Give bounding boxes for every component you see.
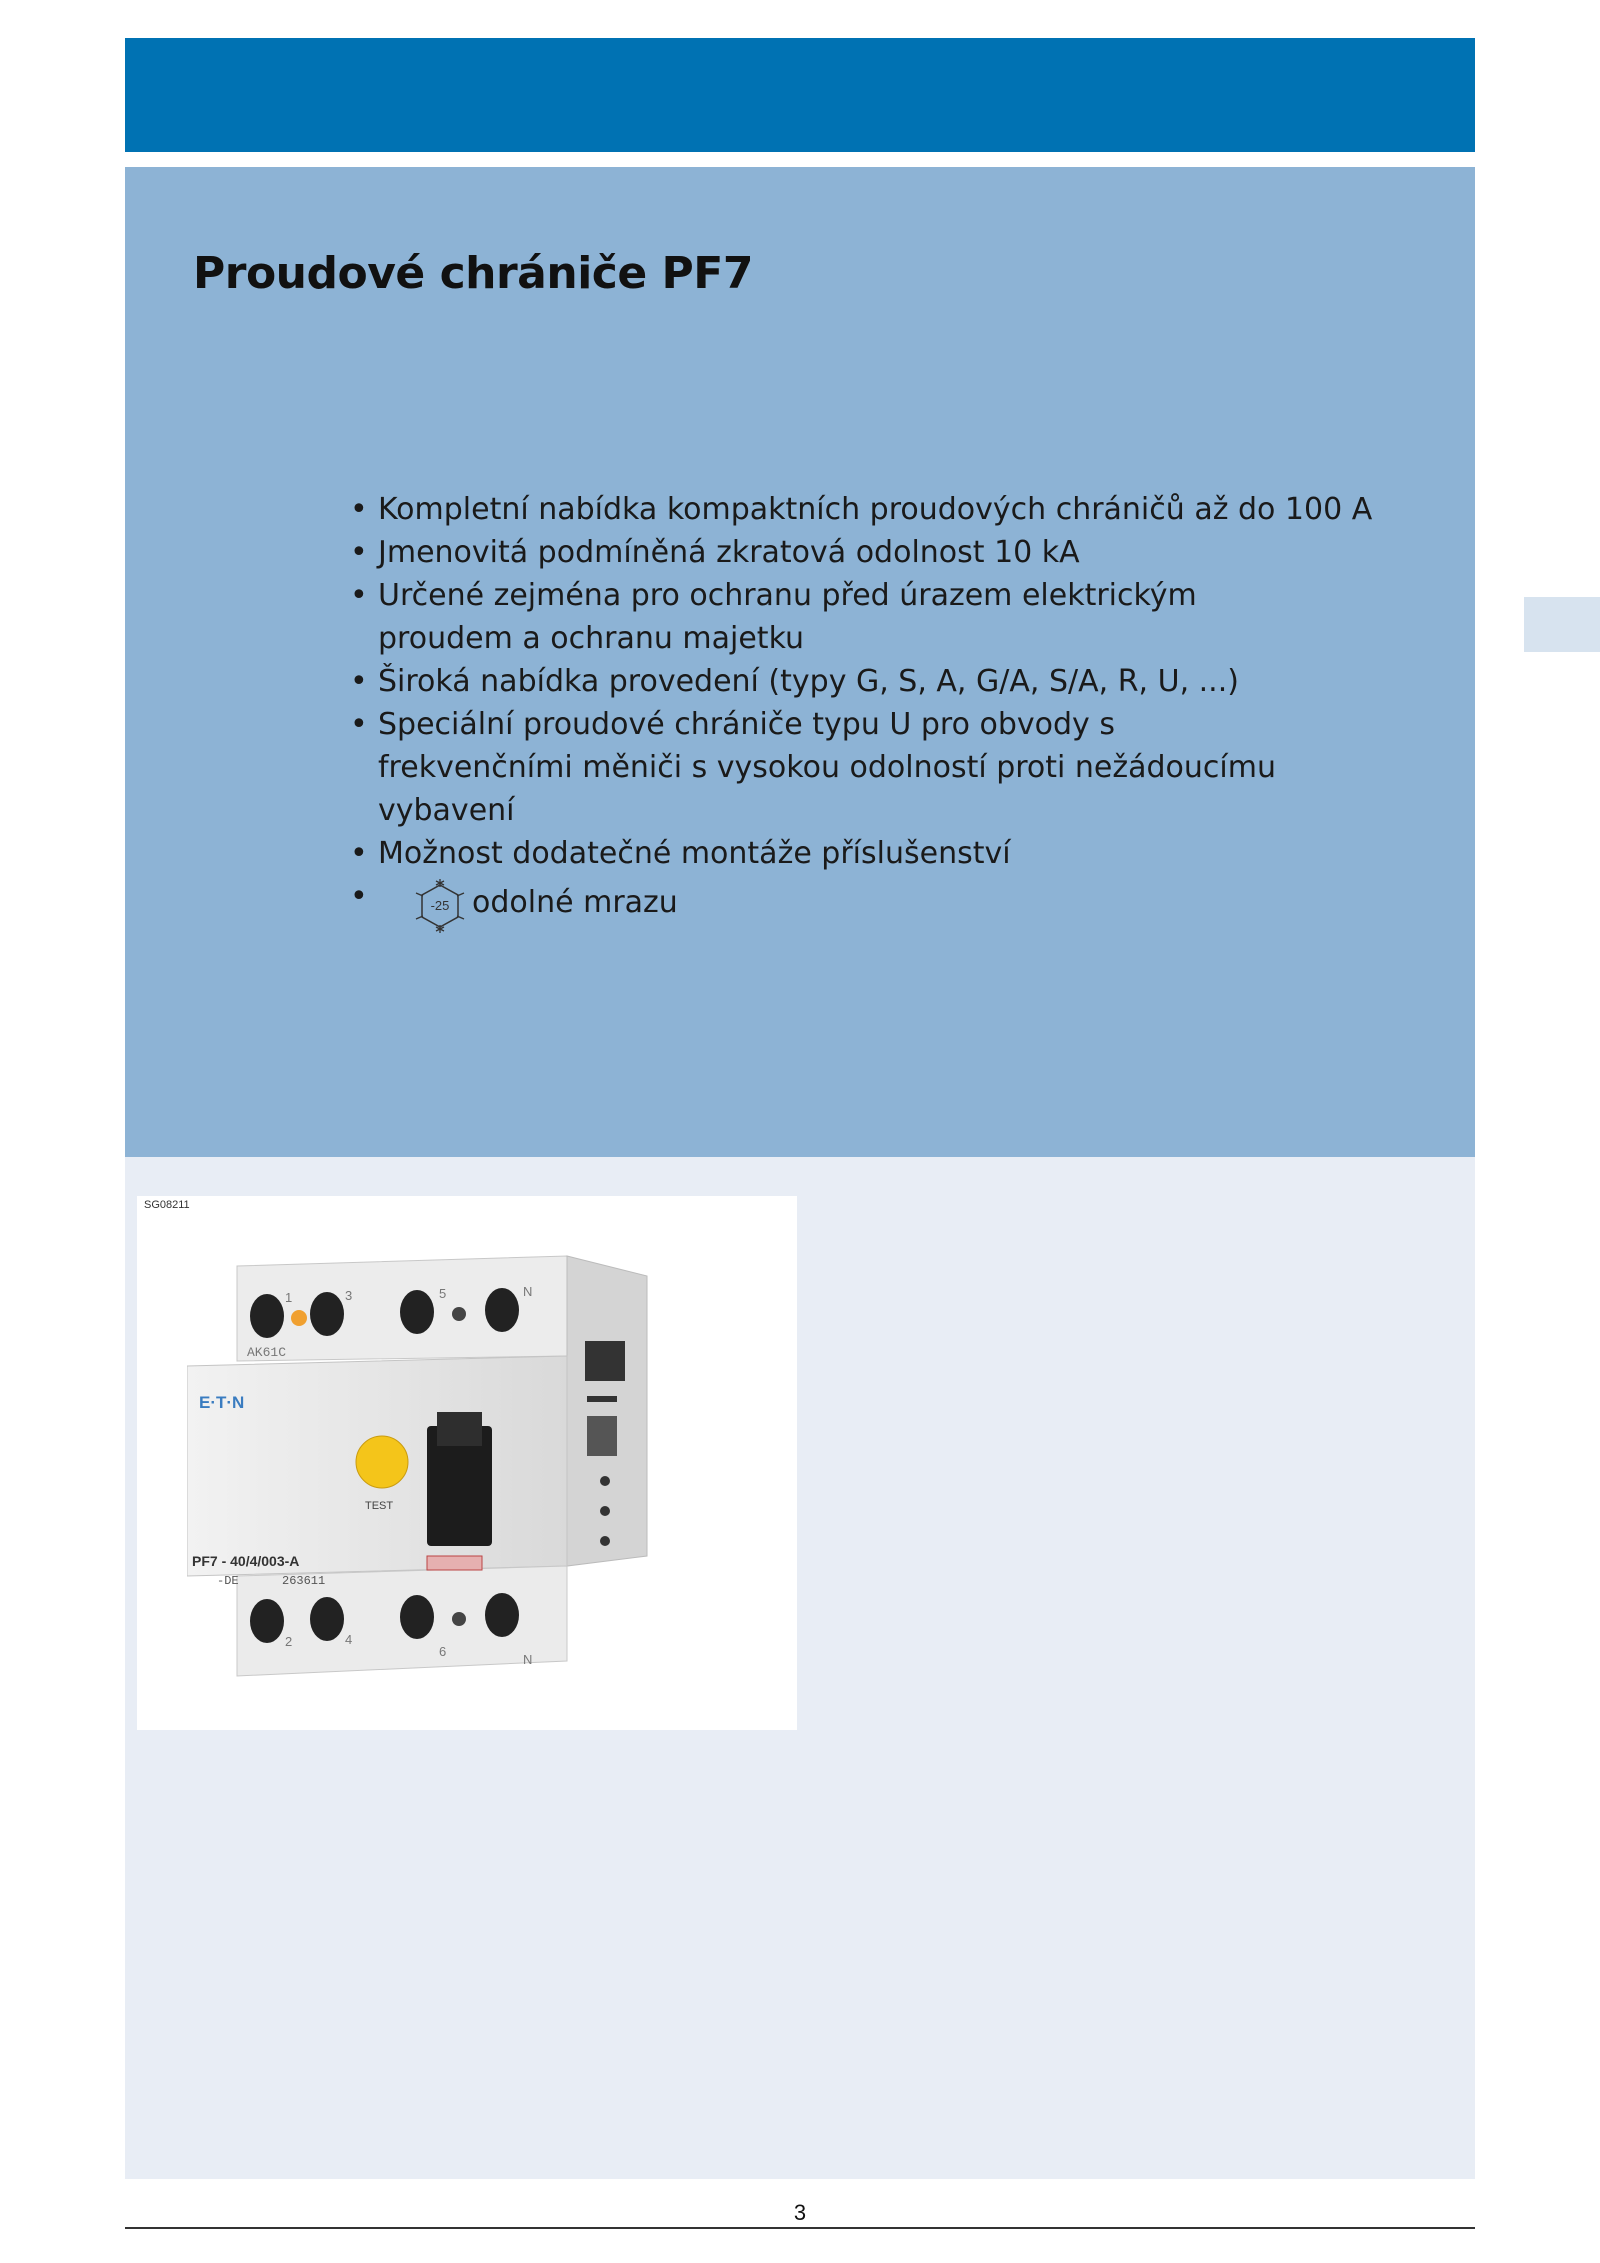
terminal-label: N [523, 1284, 533, 1299]
feature-list [350, 488, 1438, 929]
feature-item-frost [350, 875, 1438, 929]
terminal-label: 5 [439, 1286, 447, 1301]
terminal-label: N [523, 1652, 533, 1667]
top-label: AK61C [247, 1345, 287, 1360]
terminal-label: 2 [285, 1634, 293, 1649]
test-label: TEST [365, 1500, 394, 1512]
footer-rule [125, 2227, 1475, 2229]
feature-item: • Široká nabídka provedení (typy G, S, A, G/A, S/A, R, U, ...) [350, 660, 1438, 703]
section-tab [1524, 597, 1600, 652]
model-label: PF7 - 40/4/003-A [192, 1553, 300, 1569]
feature-item: • Jmenovitá podmíněná zkratová odolnost 10 kA [350, 531, 1438, 574]
product-photo [137, 1196, 797, 1730]
feature-item: • Kompletní nabídka kompaktních proudových chráničů až do 100 A [350, 488, 1438, 531]
feature-item: • Určené zejména pro ochranu před úrazem elektrickým proudem a ochranu majetku [350, 574, 1298, 660]
terminal-label: 6 [439, 1644, 447, 1659]
header-band [125, 38, 1475, 152]
model-suffix: -DE [217, 1574, 239, 1588]
photo-code: SG08211 [144, 1199, 190, 1211]
article-number: 263611 [282, 1574, 326, 1588]
frost-value: • -25 [430, 898, 450, 913]
page-number: 3 [793, 2200, 807, 2225]
terminal-label: 4 [345, 1632, 353, 1647]
brand-logo: E·T·N [199, 1393, 245, 1412]
rcd-device-image [187, 1236, 747, 1706]
terminal-label: 1 [285, 1290, 293, 1305]
feature-item: • Možnost dodatečné montáže příslušenství [350, 832, 1438, 875]
frost-label: odolné mrazu [472, 884, 678, 920]
feature-item: • Speciální proudové chrániče typu U pro obvody s frekvenčními měniči s vysokou odolností proti nežádoucímu vybavení [350, 703, 1298, 832]
terminal-label: 3 [345, 1288, 353, 1303]
page-title: Proudové chrániče PF7 [193, 248, 753, 299]
snowflake-icon [414, 879, 466, 933]
